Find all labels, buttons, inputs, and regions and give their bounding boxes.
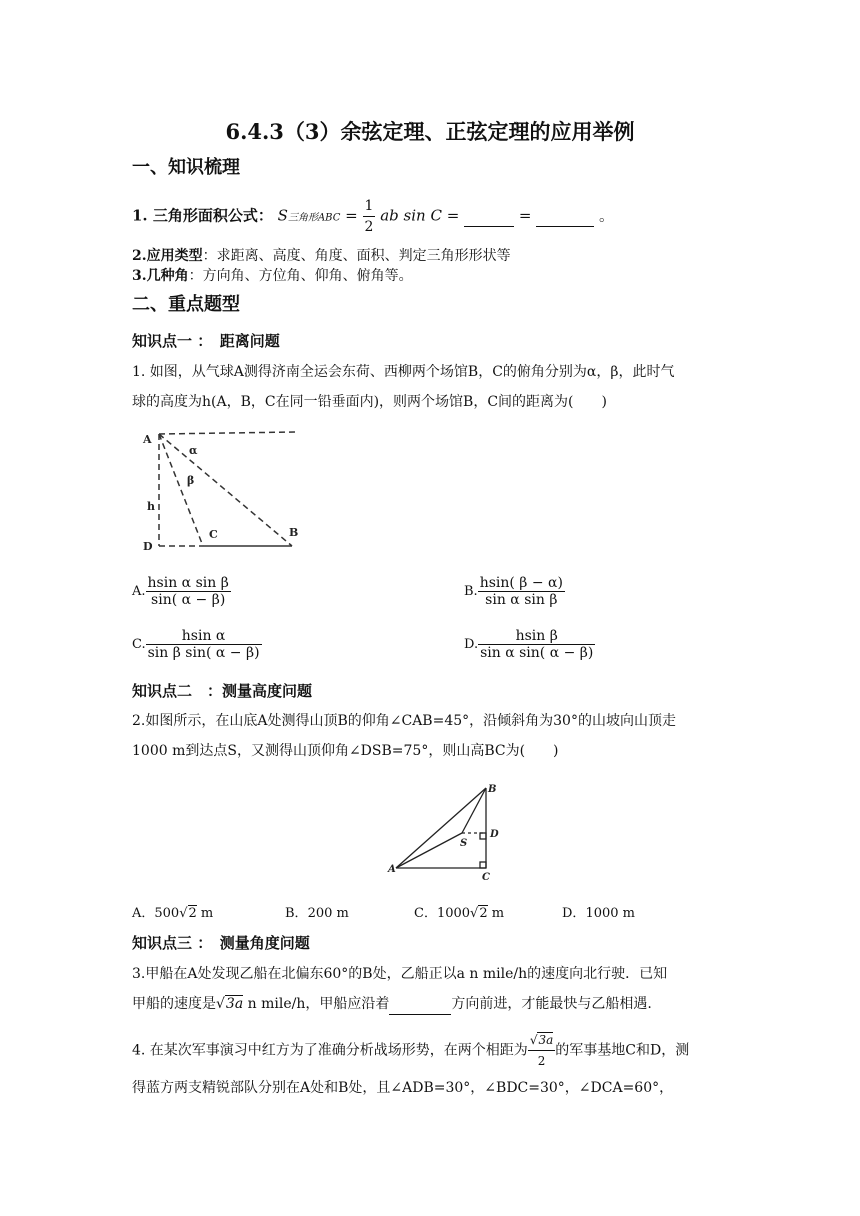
fig2-label-s: S: [460, 838, 468, 849]
formula-s: S: [277, 206, 288, 225]
formula-eq: =: [345, 206, 358, 225]
q2-option-c[interactable]: C．1000√2 m: [414, 906, 505, 921]
fig1-label-b: B: [289, 526, 299, 539]
q2-line2: 1000 m到达点S，又测得山顶仰角∠DSB=75°，则山高BC为( ): [132, 743, 559, 759]
q2-option-b[interactable]: B．200 m: [285, 906, 349, 921]
q4-line2: 得蓝方两支精锐部队分别在A处和B处，且∠ADB=30°，∠BDC=30°，∠DCA=60°，: [132, 1080, 674, 1096]
q1-option-d[interactable]: D. $\frac{\text{hsin β}}{\text{sin α sin( α − β)}}$: [464, 628, 594, 661]
answer-blank-1[interactable]: [464, 206, 514, 227]
formula-line: [132, 196, 614, 237]
q3-line1: 3.甲船在A处发现乙船在北偏东60°的B处，乙船正以a n mile/h的速度向北行驶．已知: [132, 966, 668, 982]
knowledge-point-3: 知识点三 ： 测量角度问题: [132, 934, 310, 952]
fig1-label-c: C: [209, 528, 218, 541]
q2-option-a[interactable]: A．500√2 m: [132, 906, 214, 921]
formula-expr: ab sin C: [380, 206, 442, 225]
q1-line2: 球的高度为h(A，B，C在同一铅垂面内)，则两个场馆B，C间的距离为( ): [132, 394, 607, 410]
q1-option-c[interactable]: C. $\frac{\text{hsin α}}{\text{sin β sin( α − β)}}$: [132, 628, 260, 661]
q1-option-b[interactable]: B. $\frac{hsin( \beta - \alpha)}{\text{sin α sin β}}$: [464, 575, 563, 608]
formula-eq3: =: [518, 206, 532, 225]
formula-label: 1. 三角形面积公式：: [132, 206, 273, 225]
knowledge-3: [132, 266, 413, 286]
q4-line1: 4. 在某次军事演习中红方为了准确分析战场形势，在两个相距为 $\frac{√3a}{2}$ 的军事基地C和D，测: [132, 1030, 689, 1071]
section-heading-2: 二、重点题型: [132, 294, 240, 315]
knowledge-2: [132, 246, 511, 266]
q2-option-d[interactable]: D．1000 m: [562, 906, 635, 921]
knowledge-2-text: ：求距离、高度、角度、面积、判定三角形形状等: [202, 248, 511, 264]
fig1-label-h: h: [147, 500, 155, 513]
q1-line1: 1. 如图，从气球A测得济南全运会东荷、西柳两个场馆B，C的俯角分别为α，β，此时气: [132, 364, 675, 380]
q2-figure: [380, 774, 510, 886]
answer-blank-2[interactable]: [536, 206, 594, 227]
knowledge-3-label: 3.几种角: [132, 268, 189, 284]
knowledge-2-label: 2.应用类型: [132, 248, 203, 264]
q3-line2: 甲船的速度是√3a n mile/h，甲船应沿着 方向前进，才能最快与乙船相遇.: [132, 994, 652, 1015]
fig2-label-d: D: [490, 829, 499, 840]
formula-sub: 三角形ABC: [287, 212, 341, 224]
knowledge-point-2: 知识点二 ：测量高度问题: [132, 682, 313, 700]
page-title: 6.4.3（3）余弦定理、正弦定理的应用举例: [225, 119, 635, 144]
fig1-label-alpha: α: [189, 444, 198, 457]
fig2-label-b: B: [488, 784, 497, 795]
fig1-label-a: A: [143, 433, 152, 446]
fig2-label-c: C: [482, 872, 490, 883]
fig1-label-beta: β: [187, 474, 195, 487]
fig2-label-a: A: [388, 864, 396, 875]
formula-eq2: =: [446, 206, 460, 225]
q2-line1: 2.如图所示，在山底A处测得山顶B的仰角∠CAB=45°，沿倾斜角为30°的山坡向山顶走: [132, 713, 676, 729]
formula-half: $\frac{1}{2}$: [364, 198, 374, 235]
knowledge-3-text: ：方向角、方位角、仰角、俯角等。: [188, 268, 413, 284]
section-heading-1: 一、知识梳理: [132, 157, 240, 178]
q1-option-a[interactable]: A. $\frac{\text{hsin α sin β}}{\sin( \alpha - \beta)}$: [132, 575, 229, 608]
q1-figure: [135, 422, 305, 556]
q3-answer-blank[interactable]: [389, 994, 451, 1015]
formula-end: 。: [599, 206, 615, 225]
fig1-label-d: D: [143, 540, 153, 553]
knowledge-point-1: 知识点一 ： 距离问题: [132, 332, 280, 350]
